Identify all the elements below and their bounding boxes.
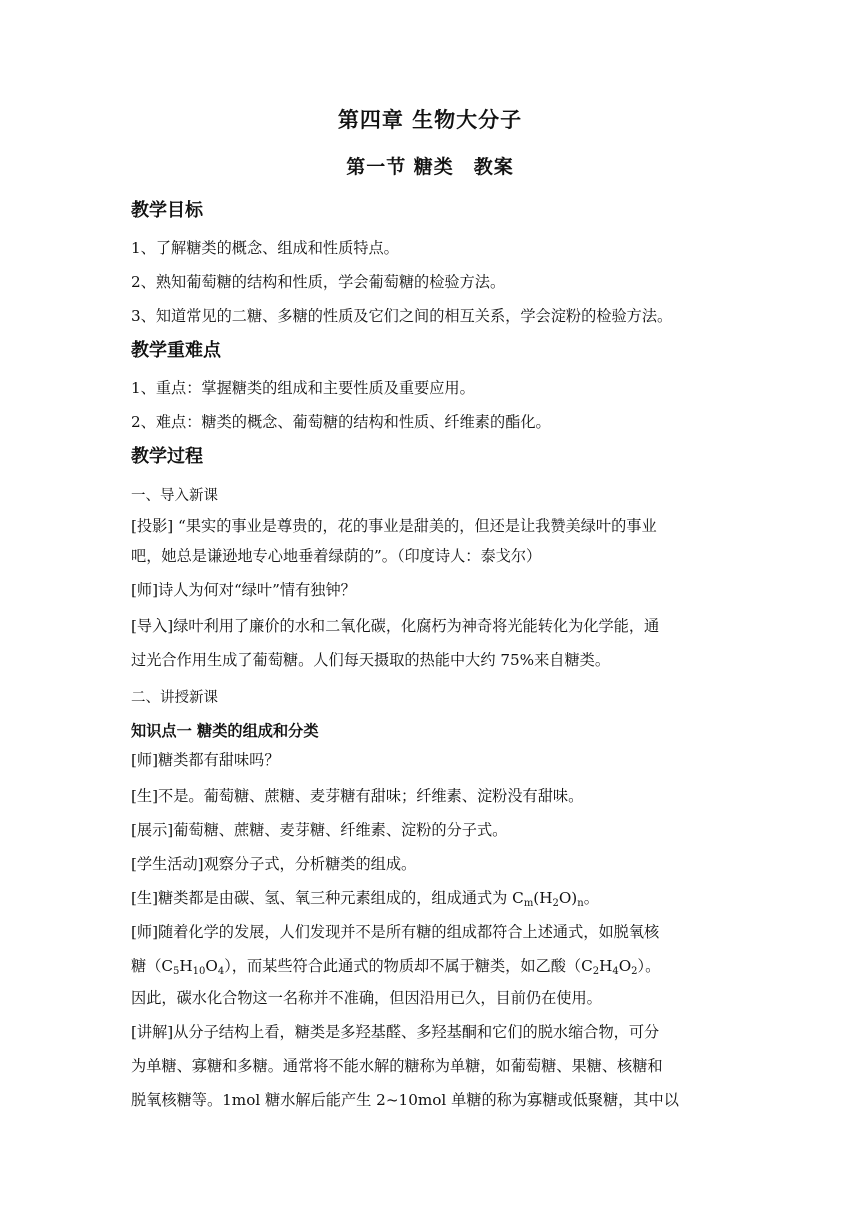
formula-line: 糖$(C_5H_{10}O_4)$，而某些符合此通式的物质却不属于糖类，如乙酸$(C_2H_4O_2)$。: [131, 957, 661, 977]
paragraph-line: [师]诗人为何对“绿叶”情有独钟？: [131, 581, 356, 599]
keypoint-item: 1、重点：掌握糖类的组成和主要性质及重要应用。: [131, 379, 475, 397]
formula-line: [生]糖类都是由碳、氢、氧三种元素组成的，组成通式为 $C_m(H_2O)_n$。: [131, 889, 599, 909]
section-title: 第一节 糖类 教案: [346, 156, 514, 178]
knowledge-point-title: 知识点一 糖类的组成和分类: [131, 722, 319, 740]
chapter-title: 第四章 生物大分子: [337, 108, 523, 132]
paragraph-line: [展示]葡萄糖、蔗糖、麦芽糖、纤维素、淀粉的分子式。: [131, 821, 508, 839]
paragraph-line: [师]随着化学的发展，人们发现并不是所有糖的组成都符合上述通式，如脱氧核: [131, 923, 660, 941]
paragraph-line: [生]不是。葡萄糖、蔗糖、麦芽糖有甜味；纤维素、淀粉没有甜味。: [131, 787, 584, 805]
paragraph-line: [讲解]从分子结构上看，糖类是多羟基醛、多羟基酮和它们的脱水缩合物，可分: [131, 1023, 660, 1041]
paragraph-line: [师]糖类都有甜味吗？: [131, 751, 280, 769]
objectives-heading: 教学目标: [131, 200, 203, 221]
paragraph-line: 为单糖、寡糖和多糖。通常将不能水解的糖称为单糖，如葡萄糖、果糖、核糖和: [131, 1057, 663, 1075]
keypoint-item: 2、难点：糖类的概念、葡萄糖的结构和性质、纤维素的酯化。: [131, 413, 551, 431]
part-heading: 二、讲授新课: [131, 690, 218, 706]
objective-item: 1、了解糖类的概念、组成和性质特点。: [131, 239, 399, 257]
paragraph-line: 吧，她总是谦逊地专心地垂着绿荫的”。（印度诗人：泰戈尔）: [131, 547, 542, 565]
objective-item: 3、知道常见的二糖、多糖的性质及它们之间的相互关系，学会淀粉的检验方法。: [131, 307, 673, 325]
paragraph-line: [导入]绿叶利用了廉价的水和二氧化碳，化腐朽为神奇将光能转化为化学能，通: [131, 617, 660, 635]
paragraph-line: [学生活动]观察分子式，分析糖类的组成。: [131, 855, 417, 873]
paragraph-line: 脱氧核糖等。1mol 糖水解后能产生 2~10mol 单糖的称为寡糖或低聚糖，其中以: [131, 1091, 679, 1109]
objective-item: 2、熟知葡萄糖的结构和性质，学会葡萄糖的检验方法。: [131, 273, 506, 291]
part-heading: 一、导入新课: [131, 488, 218, 504]
paragraph-line: 过光合作用生成了葡萄糖。人们每天摄取的热能中大约 75%来自糖类。: [131, 651, 611, 669]
paragraph-line: 因此，碳水化合物这一名称并不准确，但因沿用已久，目前仍在使用。: [131, 989, 602, 1007]
process-heading: 教学过程: [131, 446, 203, 467]
paragraph-line: [投影] “果实的事业是尊贵的，花的事业是甜美的，但还是让我赞美绿叶的事业: [131, 517, 657, 535]
keypoints-heading: 教学重难点: [131, 340, 221, 361]
